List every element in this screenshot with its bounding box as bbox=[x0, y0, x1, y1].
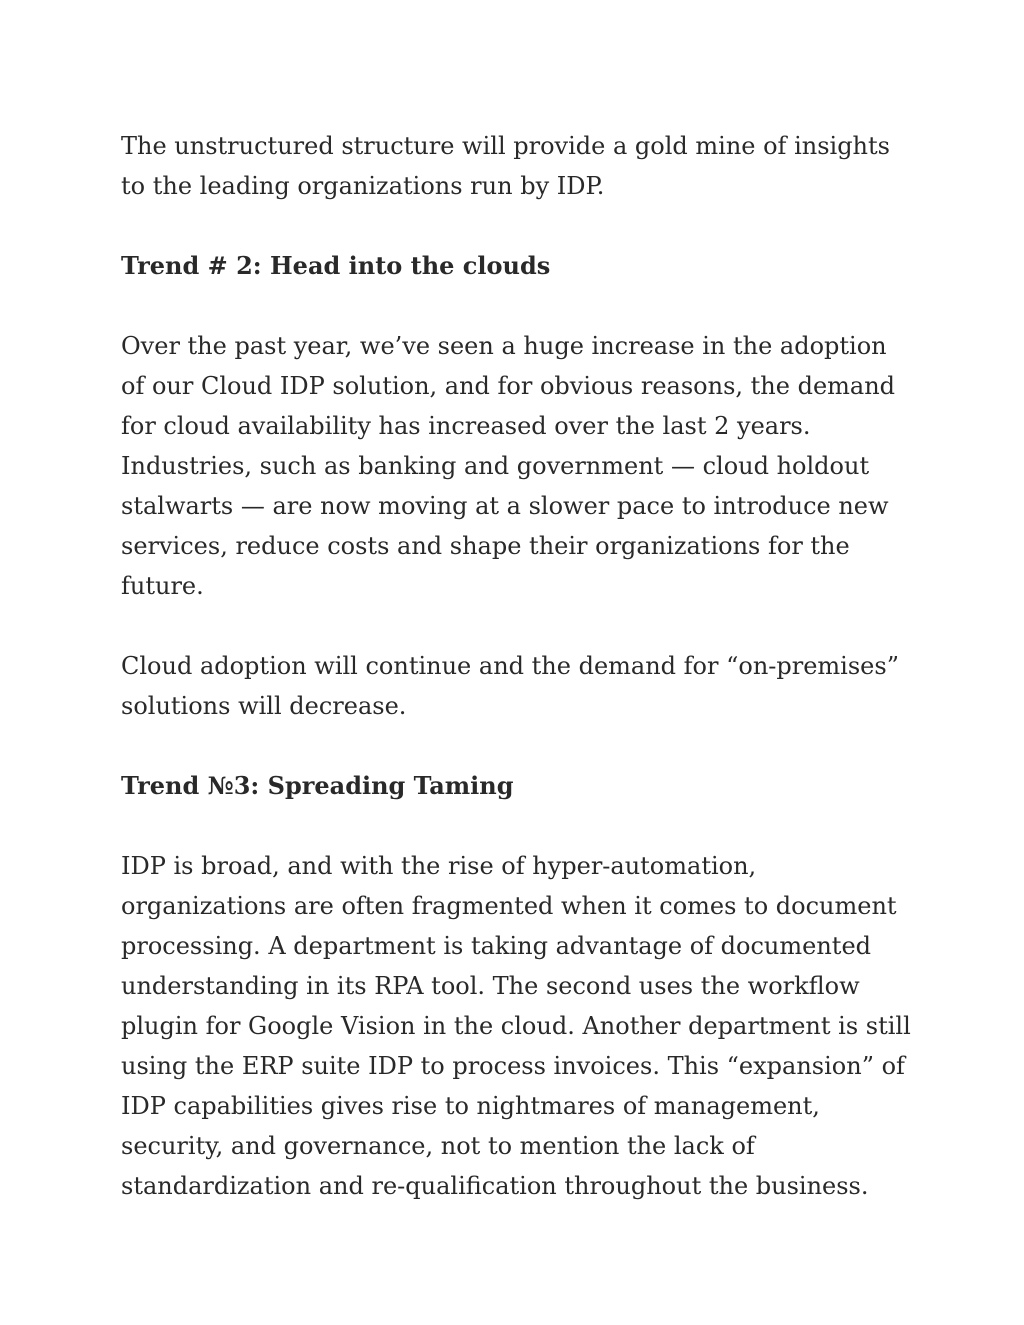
article-body bbox=[121, 126, 911, 1246]
cloud-adoption-paragraph: Over the past year, we’ve seen a huge increase in the adoption of our Cloud IDP solution, and for obvious reasons, the demand for cloud availability has increased over the last 2 years. Industries, such as banking and government — cloud holdout stalwarts — are now moving at a slower pace to introduce new services, reduce costs and shape their organizations for the future. bbox=[121, 332, 896, 600]
intro-paragraph: The unstructured structure will provide a gold mine of insights to the leading organizations run by IDP. bbox=[121, 132, 890, 200]
idp-broad-paragraph: IDP is broad, and with the rise of hyper-automation, organizations are often fragmented when it comes to document processing. A department is taking advantage of documented understanding in its RPA tool. The second uses the workflow plugin for Google Vision in the cloud. Another department is still using the ERP suite IDP to process invoices. This “expansion” of IDP capabilities gives rise to nightmares of management, security, and governance, not to mention the lack of standardization and re-qualification throughout the business. bbox=[121, 852, 911, 1200]
trend-3-heading: Trend №3: Spreading Taming bbox=[121, 771, 514, 800]
cloud-continue-paragraph: Cloud adoption will continue and the demand for “on-premises” solutions will decrease. bbox=[121, 652, 899, 720]
trend-2-heading: Trend # 2: Head into the clouds bbox=[121, 251, 551, 280]
